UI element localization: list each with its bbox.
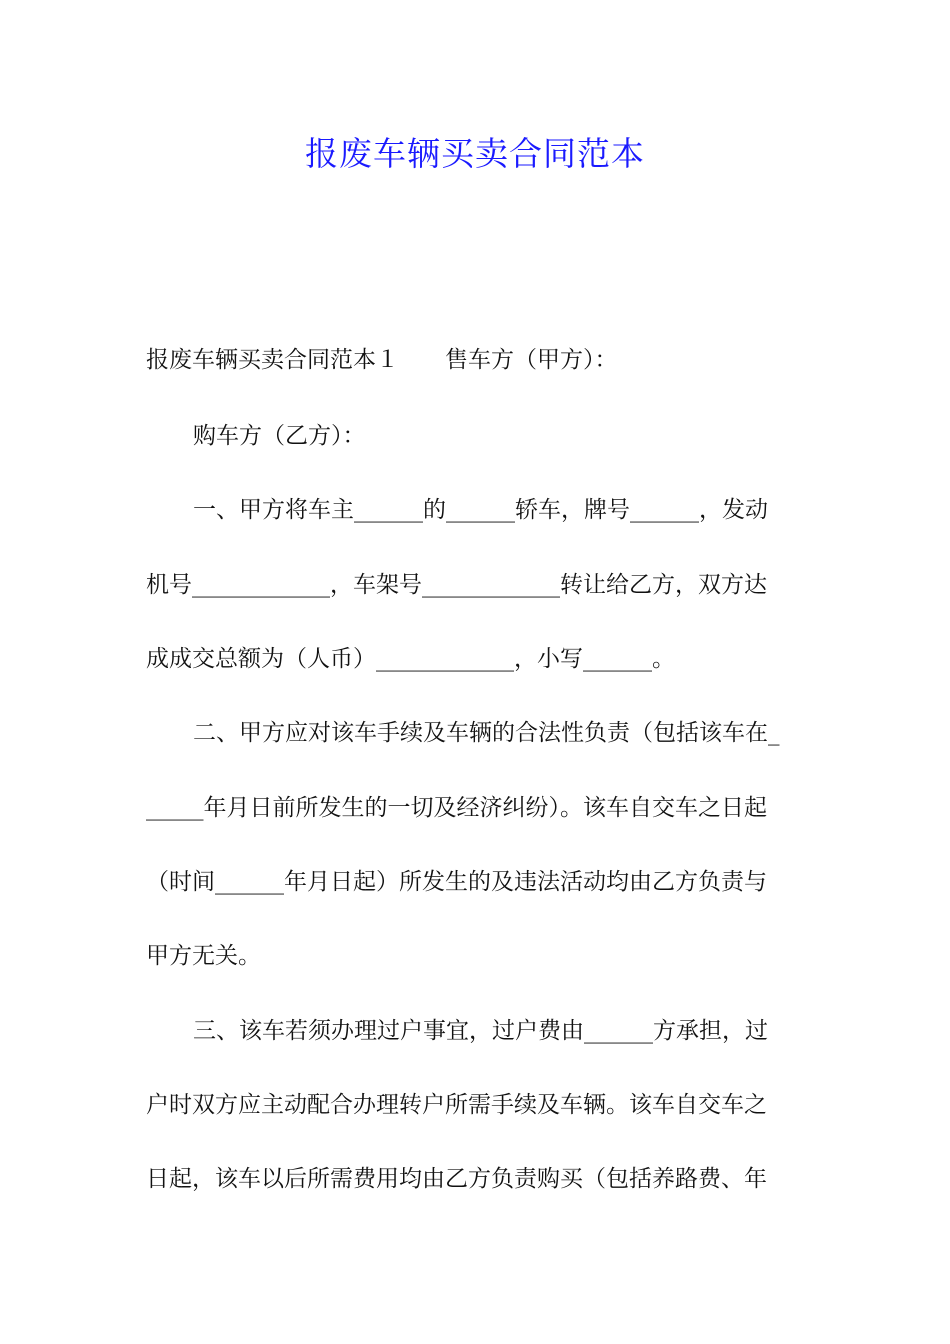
text-line-header: 报废车辆买卖合同范本１ 售车方（甲方）： [146, 347, 618, 373]
text-line-clause2-b: _____年月日前所发生的一切及经济纠纷）。该车自交车之日起 [146, 795, 767, 821]
text-line-clause3-b: 户时双方应主动配合办理转户所需手续及车辆。该车自交车之 [146, 1092, 767, 1118]
document-title: 报废车辆买卖合同范本 [305, 134, 645, 173]
text-line-clause2-d: 甲方无关。 [146, 943, 261, 969]
text-line-clause1-b: 机号____________，车架号____________转让给乙方，双方达 [146, 572, 767, 598]
text-line-clause2-a: 二、甲方应对该车手续及车辆的合法性负责（包括该车在_ [193, 720, 780, 746]
text-line-clause2-c: （时间______年月日起）所发生的及违法活动均由乙方负责与 [146, 869, 767, 895]
text-line-clause3-a: 三、该车若须办理过户事宜，过户费由______方承担，过 [193, 1018, 768, 1044]
text-line-clause1-a: 一、甲方将车主______的______轿车，牌号______，发动 [193, 497, 768, 523]
text-line-clause3-c: 日起，该车以后所需费用均由乙方负责购买（包括养路费、年 [146, 1166, 767, 1192]
text-line-buyer: 购车方（乙方）： [193, 423, 366, 449]
text-line-clause1-c: 成成交总额为（人币）____________，小写______。 [146, 646, 675, 672]
